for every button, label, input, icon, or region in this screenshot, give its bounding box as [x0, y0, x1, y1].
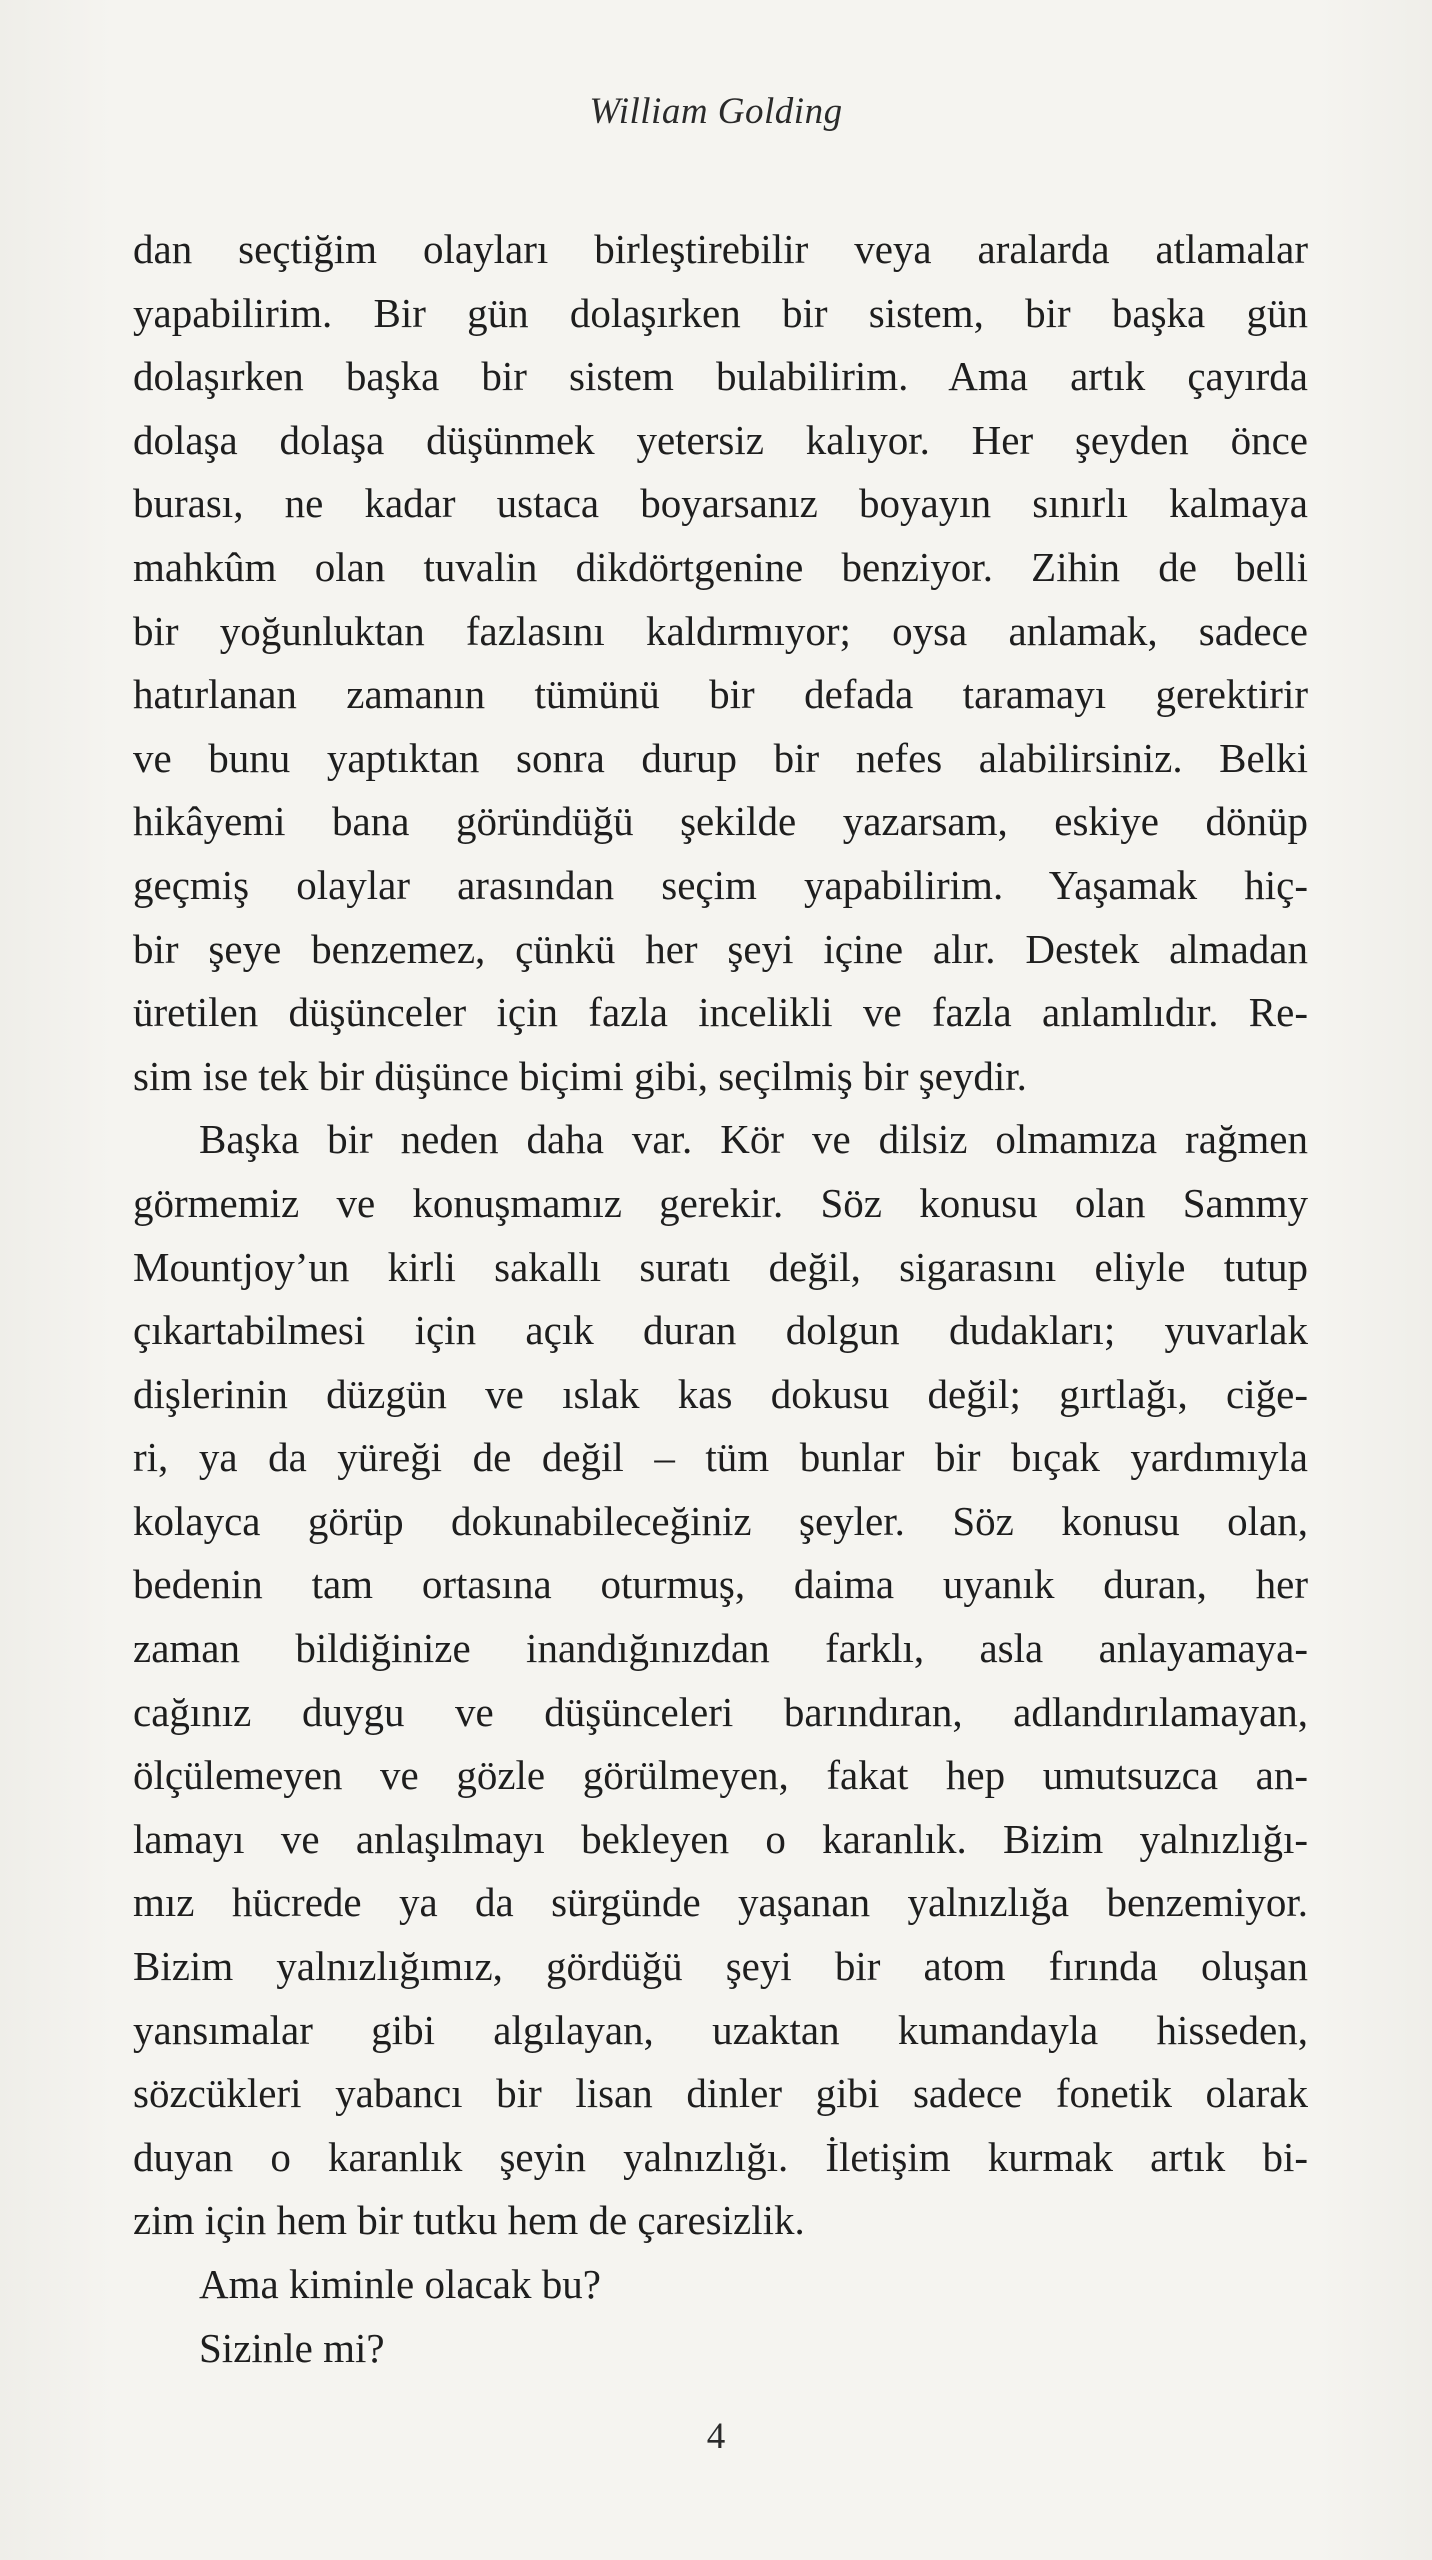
text-line: Bizim yalnızlığımız, gördüğü şeyi bir atom fırında oluşan — [133, 1943, 1308, 1990]
text-line: bedenin tam ortasına oturmuş, daima uyanık duran, her — [133, 1561, 1308, 1608]
text-line: dişlerinin düzgün ve ıslak kas dokusu değil; gırtlağı, ciğe- — [133, 1370, 1308, 1417]
text-line: sim ise tek bir düşünce biçimi gibi, seçilmiş bir şeydir. — [133, 1052, 1027, 1099]
text-line: Ama kiminle olacak bu? — [199, 2261, 601, 2307]
text-line: dolaşırken başka bir sistem bulabilirim. Ama artık çayırda — [133, 353, 1308, 400]
text-line: dolaşa dolaşa düşünmek yetersiz kalıyor. Her şeyden önce — [133, 416, 1308, 463]
text-line: mahkûm olan tuvalin dikdörtgenine benziyor. Zihin de belli — [133, 543, 1308, 590]
text-line: üretilen düşünceler için fazla incelikli ve fazla anlamlıdır. Re- — [133, 989, 1308, 1036]
text-line: lamayı ve anlaşılmayı bekleyen o karanlık. Bizim yalnızlığı- — [133, 1815, 1308, 1862]
text-line: yansımalar gibi algılayan, uzaktan kumandayla hisseden, — [133, 2006, 1308, 2053]
text-line: sözcükleri yabancı bir lisan dinler gibi sadece fonetik olarak — [133, 2070, 1308, 2117]
text-line: bir şeye benzemez, çünkü her şeyi içine alır. Destek almadan — [133, 925, 1308, 972]
text-line: geçmiş olaylar arasından seçim yapabilirim. Yaşamak hiç- — [133, 861, 1308, 908]
text-line: yapabilirim. Bir gün dolaşırken bir sistem, bir başka gün — [133, 289, 1308, 336]
text-line: mız hücrede ya da sürgünde yaşanan yalnızlığa benzemiyor. — [133, 1879, 1308, 1926]
page-number: 4 — [706, 2416, 726, 2457]
text-line: cağınız duygu ve düşünceleri barındıran, adlandırılamayan, — [133, 1688, 1308, 1735]
text-line: zaman bildiğinize inandığınızdan farklı, asla anlayamaya- — [133, 1625, 1308, 1672]
text-line: Sizinle mi? — [199, 2324, 385, 2371]
text-line: kolayca görüp dokunabileceğiniz şeyler. Söz konusu olan, — [133, 1497, 1308, 1544]
text-line: dan seçtiğim olayları birleştirebilir veya aralarda atlamalar — [133, 226, 1308, 272]
text-line: ri, ya da yüreği de değil – tüm bunlar bir bıçak yardımıyla — [133, 1434, 1308, 1481]
text-line: ve bunu yaptıktan sonra durup bir nefes alabilirsiniz. Belki — [133, 734, 1308, 781]
body-text — [133, 218, 1308, 2380]
text-line: Mountjoy’un kirli sakallı suratı değil, sigarasını eliyle tutup — [133, 1243, 1308, 1290]
text-line: hatırlanan zamanın tümünü bir defada taramayı gerektirir — [133, 671, 1308, 718]
text-line: çıkartabilmesi için açık duran dolgun dudakları; yuvarlak — [133, 1307, 1308, 1354]
text-line: hikâyemi bana göründüğü şekilde yazarsam, eskiye dönüp — [133, 798, 1308, 845]
text-line: Başka bir neden daha var. Kör ve dilsiz olmamıza rağmen — [199, 1116, 1308, 1163]
text-line: burası, ne kadar ustaca boyarsanız boyayın sınırlı kalmaya — [133, 480, 1308, 527]
text-line: bir yoğunluktan fazlasını kaldırmıyor; oysa anlamak, sadece — [133, 607, 1308, 654]
text-line: ölçülemeyen ve gözle görülmeyen, fakat hep umutsuzca an- — [133, 1752, 1308, 1799]
text-line: duyan o karanlık şeyin yalnızlığı. İletişim kurmak artık bi- — [133, 2133, 1308, 2180]
text-line: zim için hem bir tutku hem de çaresizlik. — [133, 2197, 805, 2244]
running-head: William Golding — [589, 91, 843, 132]
text-line: görmemiz ve konuşmamız gerekir. Söz konusu olan Sammy — [133, 1179, 1308, 1226]
